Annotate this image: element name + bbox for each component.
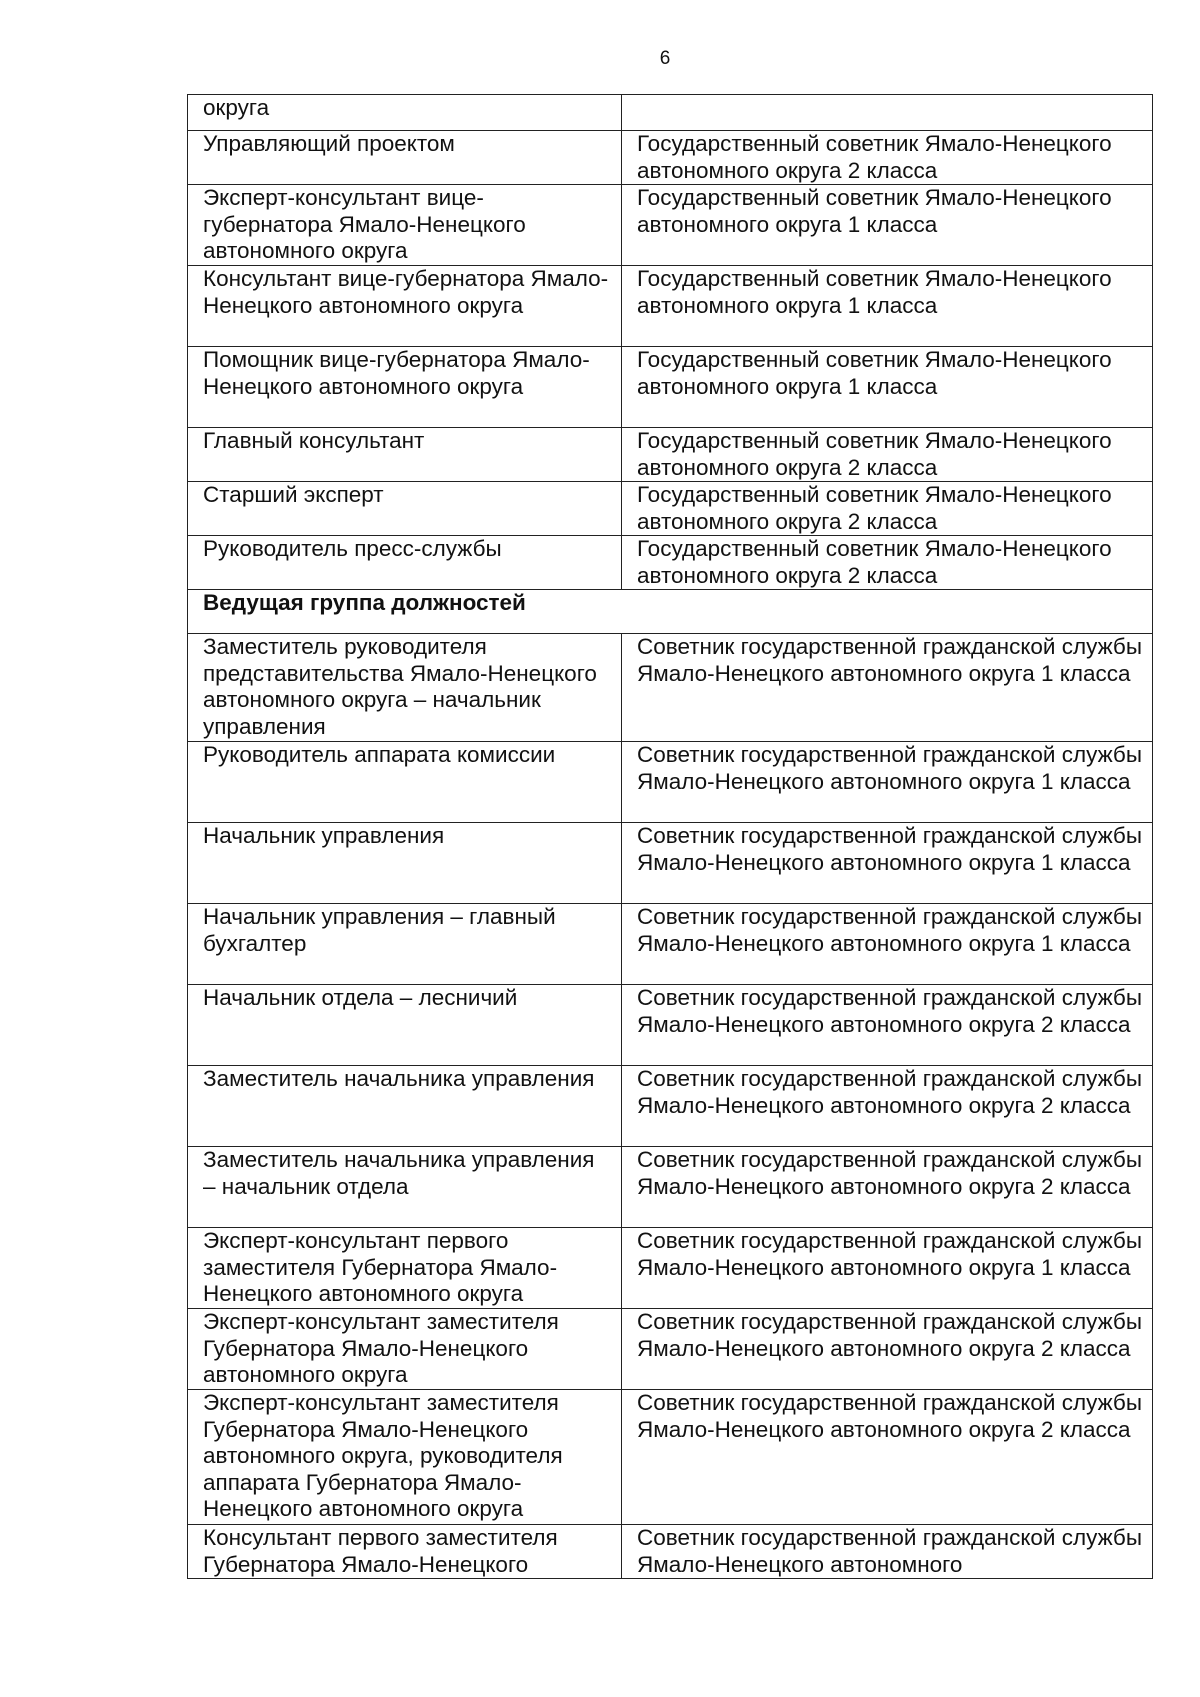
table-row (188, 95, 1153, 131)
table-row (188, 904, 1153, 985)
table-row (188, 985, 1153, 1066)
rank-cell: Советник государственной гражданской службы Ямало-Ненецкого автономного округа 2 класса (622, 1066, 1153, 1147)
rank-cell: Государственный советник Ямало-Ненецкого автономного округа 2 класса (622, 482, 1153, 536)
table-row (188, 536, 1153, 590)
position-cell: Заместитель начальника управления – начальник отдела (188, 1147, 622, 1228)
group-header-row (188, 590, 1153, 634)
rank-cell: Государственный советник Ямало-Ненецкого автономного округа 1 класса (622, 266, 1153, 347)
position-cell: Помощник вице-губернатора Ямало-Ненецкого автономного округа (188, 347, 622, 428)
table-row (188, 1390, 1153, 1525)
position-cell: Заместитель руководителя представительства Ямало-Ненецкого автономного округа – начальник управления (188, 634, 622, 742)
position-cell: Главный консультант (188, 428, 622, 482)
position-cell: Консультант вице-губернатора Ямало-Ненецкого автономного округа (188, 266, 622, 347)
rank-cell: Советник государственной гражданской службы Ямало-Ненецкого автономного округа 1 класса (622, 1228, 1153, 1309)
table-row (188, 1525, 1153, 1579)
table-row (188, 1309, 1153, 1390)
rank-cell: Советник государственной гражданской службы Ямало-Ненецкого автономного округа 2 класса (622, 1309, 1153, 1390)
table-row (188, 266, 1153, 347)
position-cell: Заместитель начальника управления (188, 1066, 622, 1147)
rank-cell: Советник государственной гражданской службы Ямало-Ненецкого автономного округа 1 класса (622, 823, 1153, 904)
rank-cell: Советник государственной гражданской службы Ямало-Ненецкого автономного округа 2 класса (622, 1390, 1153, 1525)
rank-cell: Советник государственной гражданской службы Ямало-Ненецкого автономного округа 2 класса (622, 985, 1153, 1066)
position-cell: Эксперт-консультант первого заместителя Губернатора Ямало-Ненецкого автономного округа (188, 1228, 622, 1309)
position-cell: Консультант первого заместителя Губернатора Ямало-Ненецкого (188, 1525, 622, 1579)
rank-cell: Советник государственной гражданской службы Ямало-Ненецкого автономного округа 2 класса (622, 1147, 1153, 1228)
positions-table-body (188, 95, 1153, 1579)
rank-cell: Советник государственной гражданской службы Ямало-Ненецкого автономного округа 1 класса (622, 904, 1153, 985)
table-row (188, 428, 1153, 482)
table-row (188, 1147, 1153, 1228)
rank-cell: Советник государственной гражданской службы Ямало-Ненецкого автономного (622, 1525, 1153, 1579)
position-cell: Начальник отдела – лесничий (188, 985, 622, 1066)
table-row (188, 131, 1153, 185)
position-cell: Руководитель пресс-службы (188, 536, 622, 590)
rank-cell: Советник государственной гражданской службы Ямало-Ненецкого автономного округа 1 класса (622, 634, 1153, 742)
page-number: 6 (659, 48, 671, 69)
position-cell: округа (188, 95, 622, 131)
table-row (188, 185, 1153, 266)
table-row (188, 1066, 1153, 1147)
position-cell: Эксперт-консультант заместителя Губернатора Ямало-Ненецкого автономного округа (188, 1309, 622, 1390)
rank-cell: Государственный советник Ямало-Ненецкого автономного округа 2 класса (622, 536, 1153, 590)
position-cell: Эксперт-консультант заместителя Губернатора Ямало-Ненецкого автономного округа, руководителя аппарата Губернатора Ямало-Ненецкого автономного округа (188, 1390, 622, 1525)
rank-cell: Государственный советник Ямало-Ненецкого автономного округа 1 класса (622, 347, 1153, 428)
table-row (188, 482, 1153, 536)
table-row (188, 823, 1153, 904)
positions-table (187, 94, 1153, 1579)
rank-cell (622, 95, 1153, 131)
group-title: Ведущая группа должностей (188, 590, 1153, 634)
position-cell: Управляющий проектом (188, 131, 622, 185)
rank-cell: Государственный советник Ямало-Ненецкого автономного округа 2 класса (622, 428, 1153, 482)
table-row (188, 742, 1153, 823)
position-cell: Начальник управления (188, 823, 622, 904)
rank-cell: Советник государственной гражданской службы Ямало-Ненецкого автономного округа 1 класса (622, 742, 1153, 823)
position-cell: Старший эксперт (188, 482, 622, 536)
table-row (188, 634, 1153, 742)
rank-cell: Государственный советник Ямало-Ненецкого автономного округа 2 класса (622, 131, 1153, 185)
rank-cell: Государственный советник Ямало-Ненецкого автономного округа 1 класса (622, 185, 1153, 266)
table-row (188, 347, 1153, 428)
position-cell: Руководитель аппарата комиссии (188, 742, 622, 823)
position-cell: Начальник управления – главный бухгалтер (188, 904, 622, 985)
position-cell: Эксперт-консультант вице-губернатора Ямало-Ненецкого автономного округа (188, 185, 622, 266)
table-row (188, 1228, 1153, 1309)
